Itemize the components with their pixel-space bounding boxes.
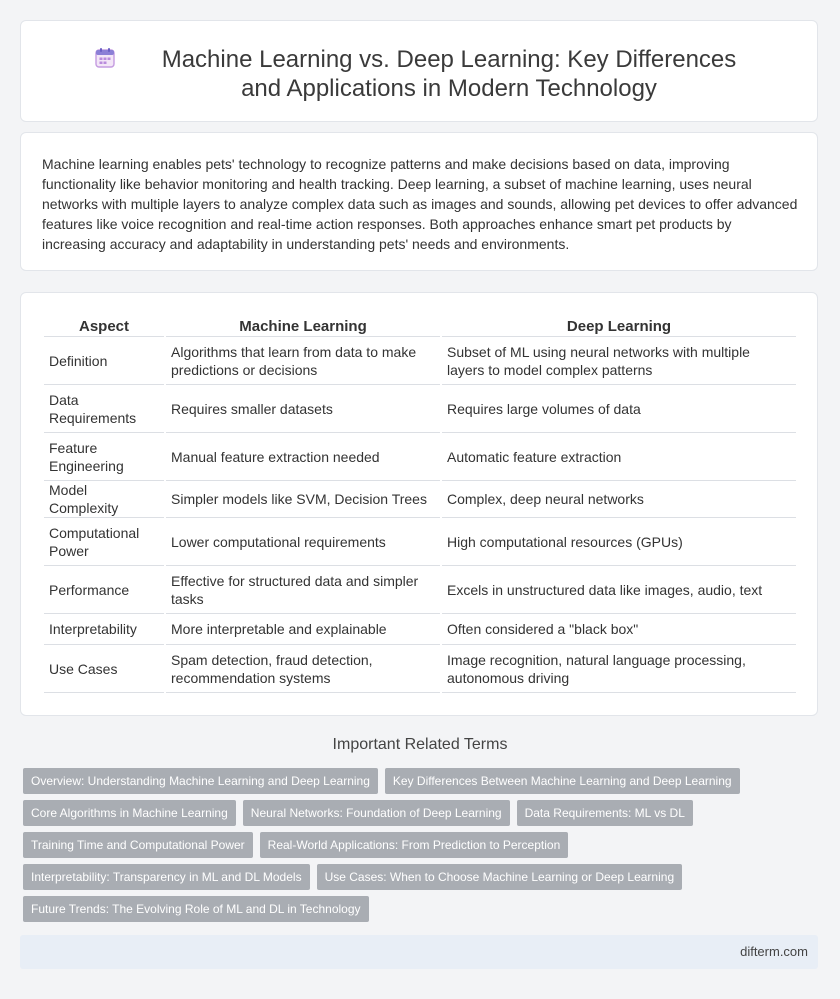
machine-learning-cell: Spam detection, fraud detection, recommendation systems — [166, 645, 440, 693]
related-term-tag[interactable]: Interpretability: Transparency in ML and DL Models — [23, 864, 310, 890]
related-term-tag[interactable]: Neural Networks: Foundation of Deep Learning — [243, 800, 510, 826]
comparison-table-card — [20, 292, 818, 716]
comparison-table — [42, 315, 798, 693]
deep-learning-cell: Often considered a "black box" — [442, 614, 796, 645]
deep-learning-cell: Excels in unstructured data like images, audio, text — [442, 566, 796, 614]
related-term-tag[interactable]: Key Differences Between Machine Learning and Deep Learning — [385, 768, 740, 794]
aspect-cell: Definition — [44, 337, 164, 385]
related-term-tag[interactable]: Real-World Applications: From Prediction to Perception — [260, 832, 569, 858]
page-title: Machine Learning vs. Deep Learning: Key Differences and Applications in Modern Technology — [161, 46, 737, 102]
machine-learning-cell: Manual feature extraction needed — [166, 433, 440, 481]
machine-learning-cell: Effective for structured data and simpler tasks — [166, 566, 440, 614]
aspect-cell: Data Requirements — [44, 385, 164, 433]
related-term-tag[interactable]: Core Algorithms in Machine Learning — [23, 800, 236, 826]
column-header-deep-learning: Deep Learning — [442, 315, 796, 337]
footer-site-link[interactable]: difterm.com — [740, 944, 808, 959]
related-term-tag[interactable]: Future Trends: The Evolving Role of ML and DL in Technology — [23, 896, 369, 922]
table-header-row — [44, 315, 796, 337]
aspect-cell: Model Complexity — [44, 481, 164, 518]
machine-learning-cell: More interpretable and explainable — [166, 614, 440, 645]
machine-learning-cell: Simpler models like SVM, Decision Trees — [166, 481, 440, 518]
footer-bar — [20, 935, 818, 969]
column-header-aspect: Aspect — [44, 315, 164, 337]
related-term-tag[interactable]: Data Requirements: ML vs DL — [517, 800, 693, 826]
machine-learning-cell: Algorithms that learn from data to make predictions or decisions — [166, 337, 440, 385]
related-term-tag[interactable]: Use Cases: When to Choose Machine Learning or Deep Learning — [317, 864, 683, 890]
table-row — [44, 518, 796, 566]
intro-paragraph: Machine learning enables pets' technology to recognize patterns and make decisions based on data, improving functionality like behavior monitoring and health tracking. Deep learning, a subset of machine learning, uses neural networks with multiple layers to analyze complex data such as images and sounds, allowing pet devices to offer advanced features like voice recognition and real-time action responses. Both approaches enhance smart pet products by increasing accuracy and adaptability in understanding pets' needs and environments. — [42, 156, 798, 252]
table-row — [44, 433, 796, 481]
aspect-cell: Performance — [44, 566, 164, 614]
deep-learning-cell: High computational resources (GPUs) — [442, 518, 796, 566]
intro-card — [20, 132, 818, 271]
machine-learning-cell: Requires smaller datasets — [166, 385, 440, 433]
table-row — [44, 645, 796, 693]
table-row — [44, 481, 796, 518]
related-terms-heading: Important Related Terms — [332, 736, 508, 753]
machine-learning-cell: Lower computational requirements — [166, 518, 440, 566]
column-header-machine-learning: Machine Learning — [166, 315, 440, 337]
deep-learning-cell: Automatic feature extraction — [442, 433, 796, 481]
related-term-tag[interactable]: Overview: Understanding Machine Learning and Deep Learning — [23, 768, 378, 794]
deep-learning-cell: Subset of ML using neural networks with multiple layers to model complex patterns — [442, 337, 796, 385]
deep-learning-cell: Requires large volumes of data — [442, 385, 796, 433]
aspect-cell: Computational Power — [44, 518, 164, 566]
table-row — [44, 337, 796, 385]
deep-learning-cell: Image recognition, natural language processing, autonomous driving — [442, 645, 796, 693]
table-row — [44, 566, 796, 614]
aspect-cell: Interpretability — [44, 614, 164, 645]
related-term-tag[interactable]: Training Time and Computational Power — [23, 832, 253, 858]
header-card — [20, 20, 818, 122]
table-row — [44, 385, 796, 433]
deep-learning-cell: Complex, deep neural networks — [442, 481, 796, 518]
aspect-cell: Feature Engineering — [44, 433, 164, 481]
related-terms-list — [23, 768, 743, 928]
aspect-cell: Use Cases — [44, 645, 164, 693]
table-row — [44, 614, 796, 645]
